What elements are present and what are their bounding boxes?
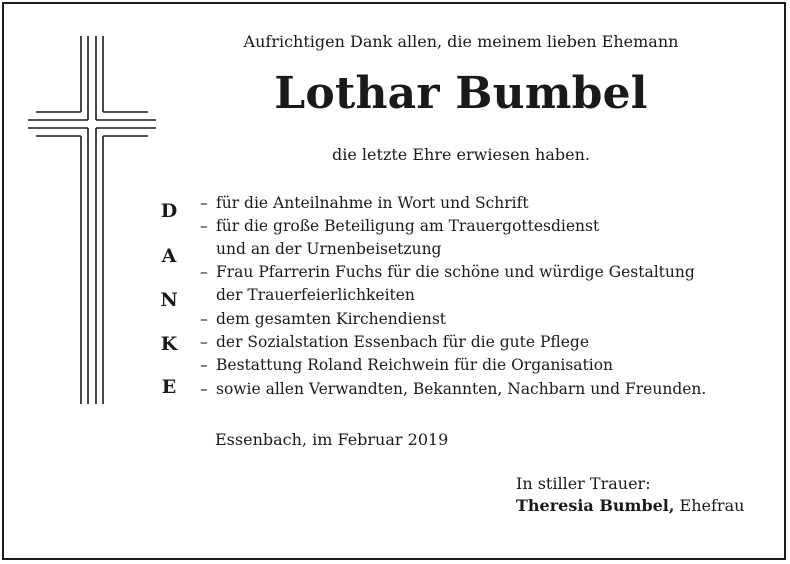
list-dash: –: [200, 310, 208, 328]
list-dash: –: [200, 333, 208, 351]
intro-text: Aufrichtigen Dank allen, die meinem lieben Ehemann: [243, 32, 679, 51]
thanks-line: Bestattung Roland Reichwein für die Organisation: [216, 356, 614, 374]
danke-letter: E: [161, 376, 177, 398]
thanks-line: und an der Urnenbeisetzung: [216, 240, 442, 258]
list-dash: –: [200, 217, 208, 235]
thanks-line: für die Anteilnahme in Wort und Schrift: [216, 194, 529, 212]
danke-letter: A: [161, 245, 177, 267]
list-dash: –: [200, 194, 208, 212]
signature-heading: In stiller Trauer:: [516, 474, 651, 493]
thanks-line: der Sozialstation Essenbach für die gute Pflege: [216, 333, 589, 351]
thanks-line: der Trauerfeierlichkeiten: [216, 286, 415, 304]
list-dash: –: [200, 263, 208, 281]
thanks-line: dem gesamten Kirchendienst: [216, 310, 447, 328]
signature-relation: Ehefrau: [679, 496, 745, 515]
danke-letter: N: [160, 289, 178, 311]
list-dash: –: [200, 356, 208, 374]
danke-letter: K: [160, 333, 178, 355]
thanks-line: Frau Pfarrerin Fuchs für die schöne und würdige Gestaltung: [216, 263, 695, 281]
danke-letter: D: [160, 200, 178, 222]
thanks-line: sowie allen Verwandten, Bekannten, Nachbarn und Freunden.: [216, 380, 707, 398]
signature-line: [516, 496, 744, 515]
signature-name: Theresia Bumbel,: [516, 496, 675, 515]
deceased-name: Lothar Bumbel: [274, 68, 648, 119]
thanks-line: für die große Beteiligung am Trauergottesdienst: [216, 217, 600, 235]
list-dash: –: [200, 380, 208, 398]
place-date: Essenbach, im Februar 2019: [215, 430, 449, 449]
subline-text: die letzte Ehre erwiesen haben.: [332, 145, 590, 164]
